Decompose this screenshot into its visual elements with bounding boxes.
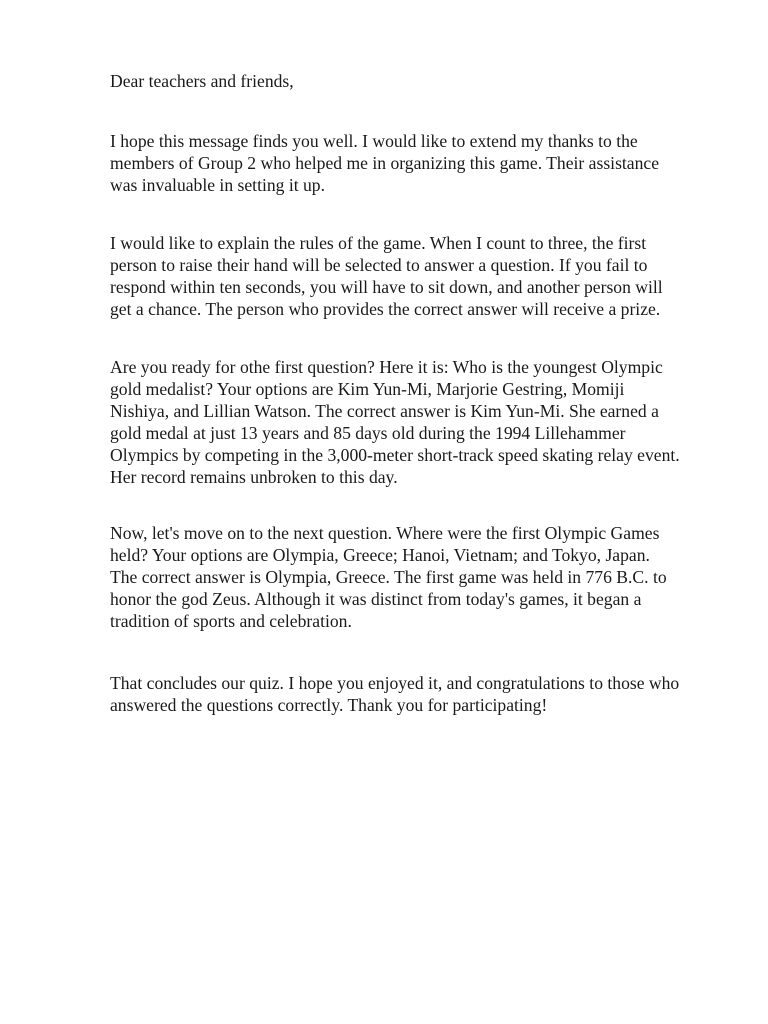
- text-line: Olympics by competing in the 3,000-meter short-track speed skating relay event.: [110, 445, 680, 465]
- text-line: get a chance. The person who provides the correct answer will receive a prize.: [110, 299, 661, 319]
- text-line: gold medalist? Your options are Kim Yun-Mi, Marjorie Gestring, Momiji: [110, 379, 625, 399]
- paragraph-thanks: [110, 130, 730, 196]
- text-line: honor the god Zeus. Although it was distinct from today's games, it began a: [110, 589, 642, 609]
- paragraph-question-one: [110, 356, 730, 488]
- text-line: members of Group 2 who helped me in organizing this game. Their assistance: [110, 153, 660, 173]
- text-line: Her record remains unbroken to this day.: [110, 467, 398, 487]
- text-line: Are you ready for othe first question? Here it is: Who is the youngest Olympic: [110, 357, 663, 377]
- text-line: The correct answer is Olympia, Greece. The first game was held in 776 B.C. to: [110, 567, 667, 587]
- text-line: person to raise their hand will be selected to answer a question. If you fail to: [110, 255, 648, 275]
- paragraph-question-two: [110, 522, 730, 632]
- text-line: Nishiya, and Lillian Watson. The correct answer is Kim Yun-Mi. She earned a: [110, 401, 659, 421]
- greeting: [110, 70, 730, 92]
- paragraph-closing: [110, 672, 730, 716]
- text-line: gold medal at just 13 years and 85 days old during the 1994 Lillehammer: [110, 423, 626, 443]
- text-line: I hope this message finds you well. I would like to extend my thanks to the: [110, 131, 638, 151]
- text-line: respond within ten seconds, you will have to sit down, and another person will: [110, 277, 663, 297]
- paragraph-rules: [110, 232, 730, 320]
- text-line: Now, let's move on to the next question. Where were the first Olympic Games: [110, 523, 660, 543]
- text-line: Dear teachers and friends,: [110, 71, 294, 91]
- text-line: tradition of sports and celebration.: [110, 611, 352, 631]
- text-line: That concludes our quiz. I hope you enjoyed it, and congratulations to those who: [110, 673, 680, 693]
- text-line: I would like to explain the rules of the game. When I count to three, the first: [110, 233, 647, 253]
- text-line: held? Your options are Olympia, Greece; Hanoi, Vietnam; and Tokyo, Japan.: [110, 545, 650, 565]
- text-line: was invaluable in setting it up.: [110, 175, 325, 195]
- text-line: answered the questions correctly. Thank you for participating!: [110, 695, 548, 715]
